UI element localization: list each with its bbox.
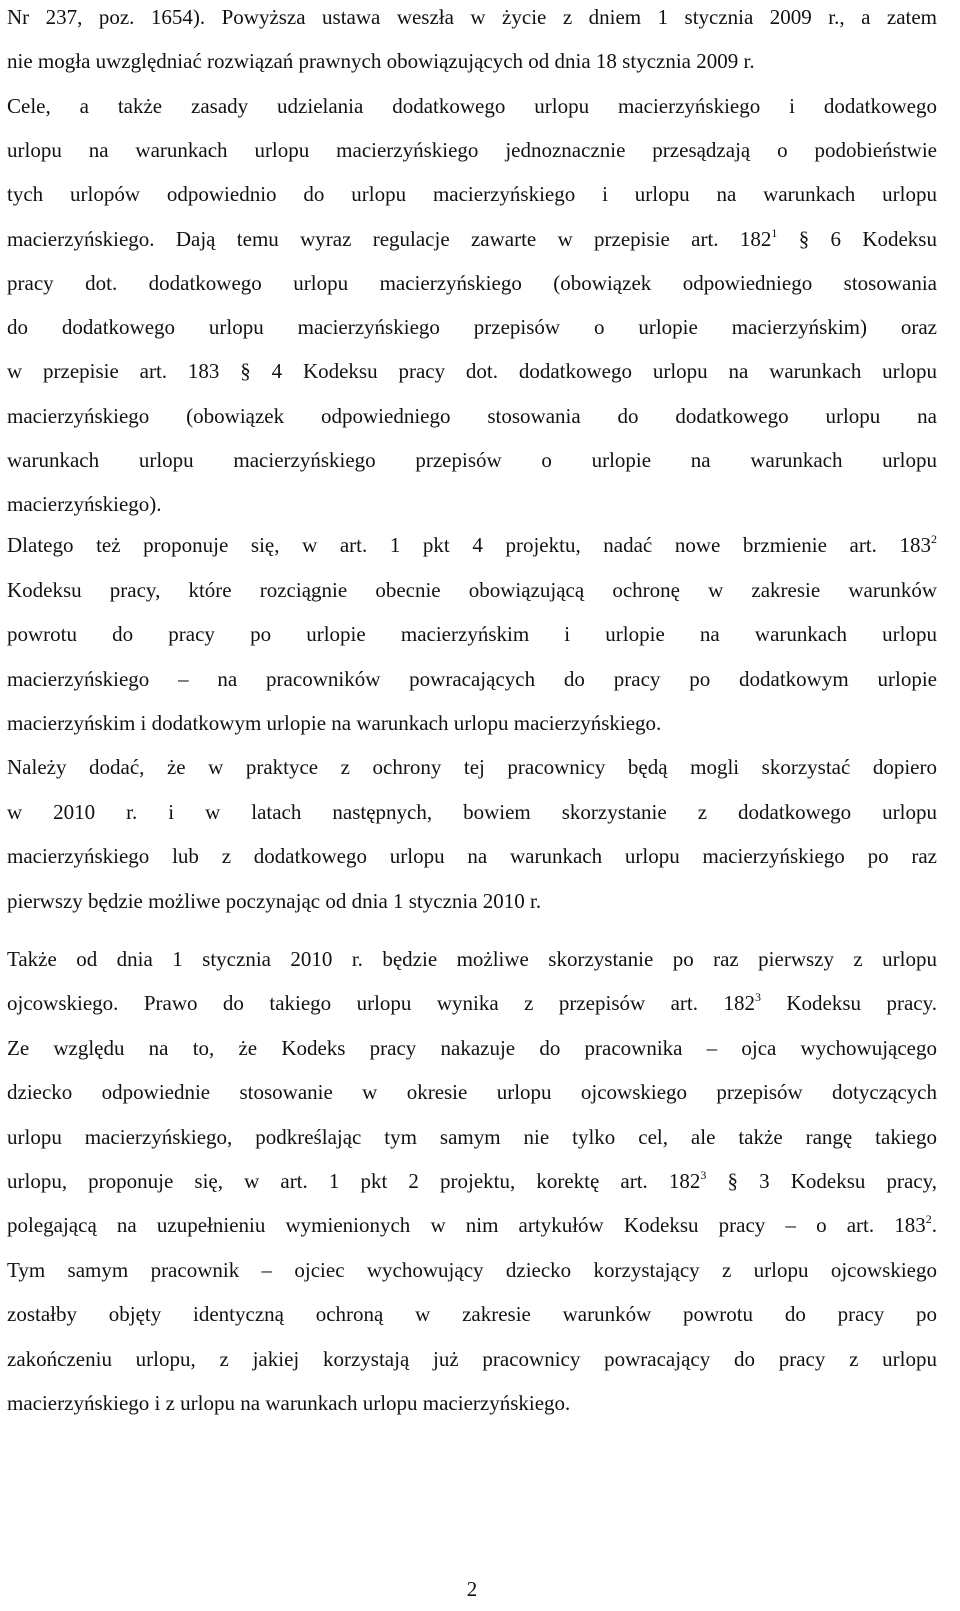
text-line: Należy dodać, że w praktyce z ochrony tej pracownicy będą mogli skorzystać dopiero (7, 755, 937, 779)
text-run: § 6 Kodeksu (777, 226, 937, 251)
text-line: macierzyńskiego i z urlopu na warunkach urlopu macierzyńskiego. (7, 1391, 571, 1415)
text-line: Także od dnia 1 stycznia 2010 r. będzie możliwe skorzystanie po raz pierwszy z urlopu (7, 947, 937, 971)
text-run: . (931, 1213, 937, 1238)
text-line: w przepisie art. 183 § 4 Kodeksu pracy dot. dodatkowego urlopu na warunkach urlopu (7, 359, 937, 384)
text-line: Nr 237, poz. 1654). Powyższa ustawa weszła w życie z dniem 1 stycznia 2009 r., a zatem (7, 5, 937, 29)
text-run: Dlatego też proponuje się, w art. 1 pkt 4 projektu, nadać nowe brzmienie art. 183 (7, 533, 931, 557)
superscript: 3 (700, 1168, 707, 1182)
superscript: 2 (931, 532, 937, 546)
text-line: urlopu macierzyńskiego, podkreślając tym samym nie tylko cel, ale także rangę takiego (7, 1124, 937, 1149)
text-line: zostałby objęty identyczną ochroną w zakresie warunków powrotu do pracy po (7, 1302, 937, 1327)
text-line: pierwszy będzie możliwe poczynając od dnia 1 stycznia 2010 r. (7, 888, 542, 913)
superscript: 3 (754, 990, 761, 1005)
text-line: pracy dot. dodatkowego urlopu macierzyńskiego (obowiązek odpowiedniego stosowania (7, 270, 937, 295)
text-line: do dodatkowego urlopu macierzyńskiego przepisów o urlopie macierzyńskim) oraz (7, 315, 937, 340)
text-line: macierzyńskiego). (7, 492, 162, 517)
text-line: macierzyńskiego lub z dodatkowego urlopu na warunkach urlopu macierzyńskiego po raz (7, 844, 937, 869)
text-line: warunkach urlopu macierzyńskiego przepisów o urlopie na warunkach urlopu (7, 448, 937, 472)
text-line: Kodeksu pracy, które rozciągnie obecnie obowiązującą ochronę w zakresie warunków (7, 577, 937, 602)
text-run: Kodeksu pracy. (760, 991, 937, 1016)
text-line: urlopu na warunkach urlopu macierzyńskiego jednoznacznie przesądzają o podobieństwie (7, 137, 937, 162)
text-line: tych urlopów odpowiednio do urlopu macierzyńskiego i urlopu na warunkach urlopu (7, 182, 937, 207)
superscript: 1 (771, 225, 778, 240)
superscript: 2 (925, 1212, 932, 1227)
text-line (7, 224, 937, 254)
text-run: § 3 Kodeksu pracy, (706, 1169, 937, 1193)
text-line: macierzyńskim i dodatkowym urlopie na warunkach urlopu macierzyńskiego. (7, 711, 662, 736)
text-line (7, 1166, 937, 1196)
text-line (7, 988, 937, 1018)
text-line: nie mogła uwzględniać rozwiązań prawnych obowiązujących od dnia 18 stycznia 2009 r. (7, 49, 755, 74)
text-line: macierzyńskiego (obowiązek odpowiedniego stosowania do dodatkowego urlopu na (7, 403, 937, 428)
text-line: powrotu do pracy po urlopie macierzyńskim i urlopie na warunkach urlopu (7, 622, 937, 647)
text-line (7, 530, 937, 560)
text-line: Ze względu na to, że Kodeks pracy nakazuje do pracownika – ojca wychowującego (7, 1035, 937, 1060)
text-run: macierzyńskiego. Dają temu wyraz regulacje zawarte w przepisie art. 182 (7, 226, 772, 251)
text-line (7, 1210, 937, 1240)
text-line: w 2010 r. i w latach następnych, bowiem skorzystanie z dodatkowego urlopu (7, 799, 937, 824)
text-line: dziecko odpowiednie stosowanie w okresie urlopu ojcowskiego przepisów dotyczących (7, 1080, 937, 1105)
text-line: Tym samym pracownik – ojciec wychowujący dziecko korzystający z urlopu ojcowskiego (7, 1257, 937, 1282)
page-number: 2 (466, 1577, 478, 1601)
text-run: polegającą na uzupełnieniu wymienionych w nim artykułów Kodeksu pracy – o art. 183 (7, 1213, 926, 1238)
text-line: Cele, a także zasady udzielania dodatkowego urlopu macierzyńskiego i dodatkowego (7, 93, 937, 118)
text-line: macierzyńskiego – na pracowników powracających do pracy po dodatkowym urlopie (7, 666, 937, 691)
text-line: zakończeniu urlopu, z jakiej korzystają już pracownicy powracający do pracy z urlopu (7, 1346, 937, 1371)
text-run: ojcowskiego. Prawo do takiego urlopu wynika z przepisów art. 182 (7, 991, 755, 1016)
text-run: urlopu, proponuje się, w art. 1 pkt 2 projektu, korektę art. 182 (7, 1169, 701, 1193)
